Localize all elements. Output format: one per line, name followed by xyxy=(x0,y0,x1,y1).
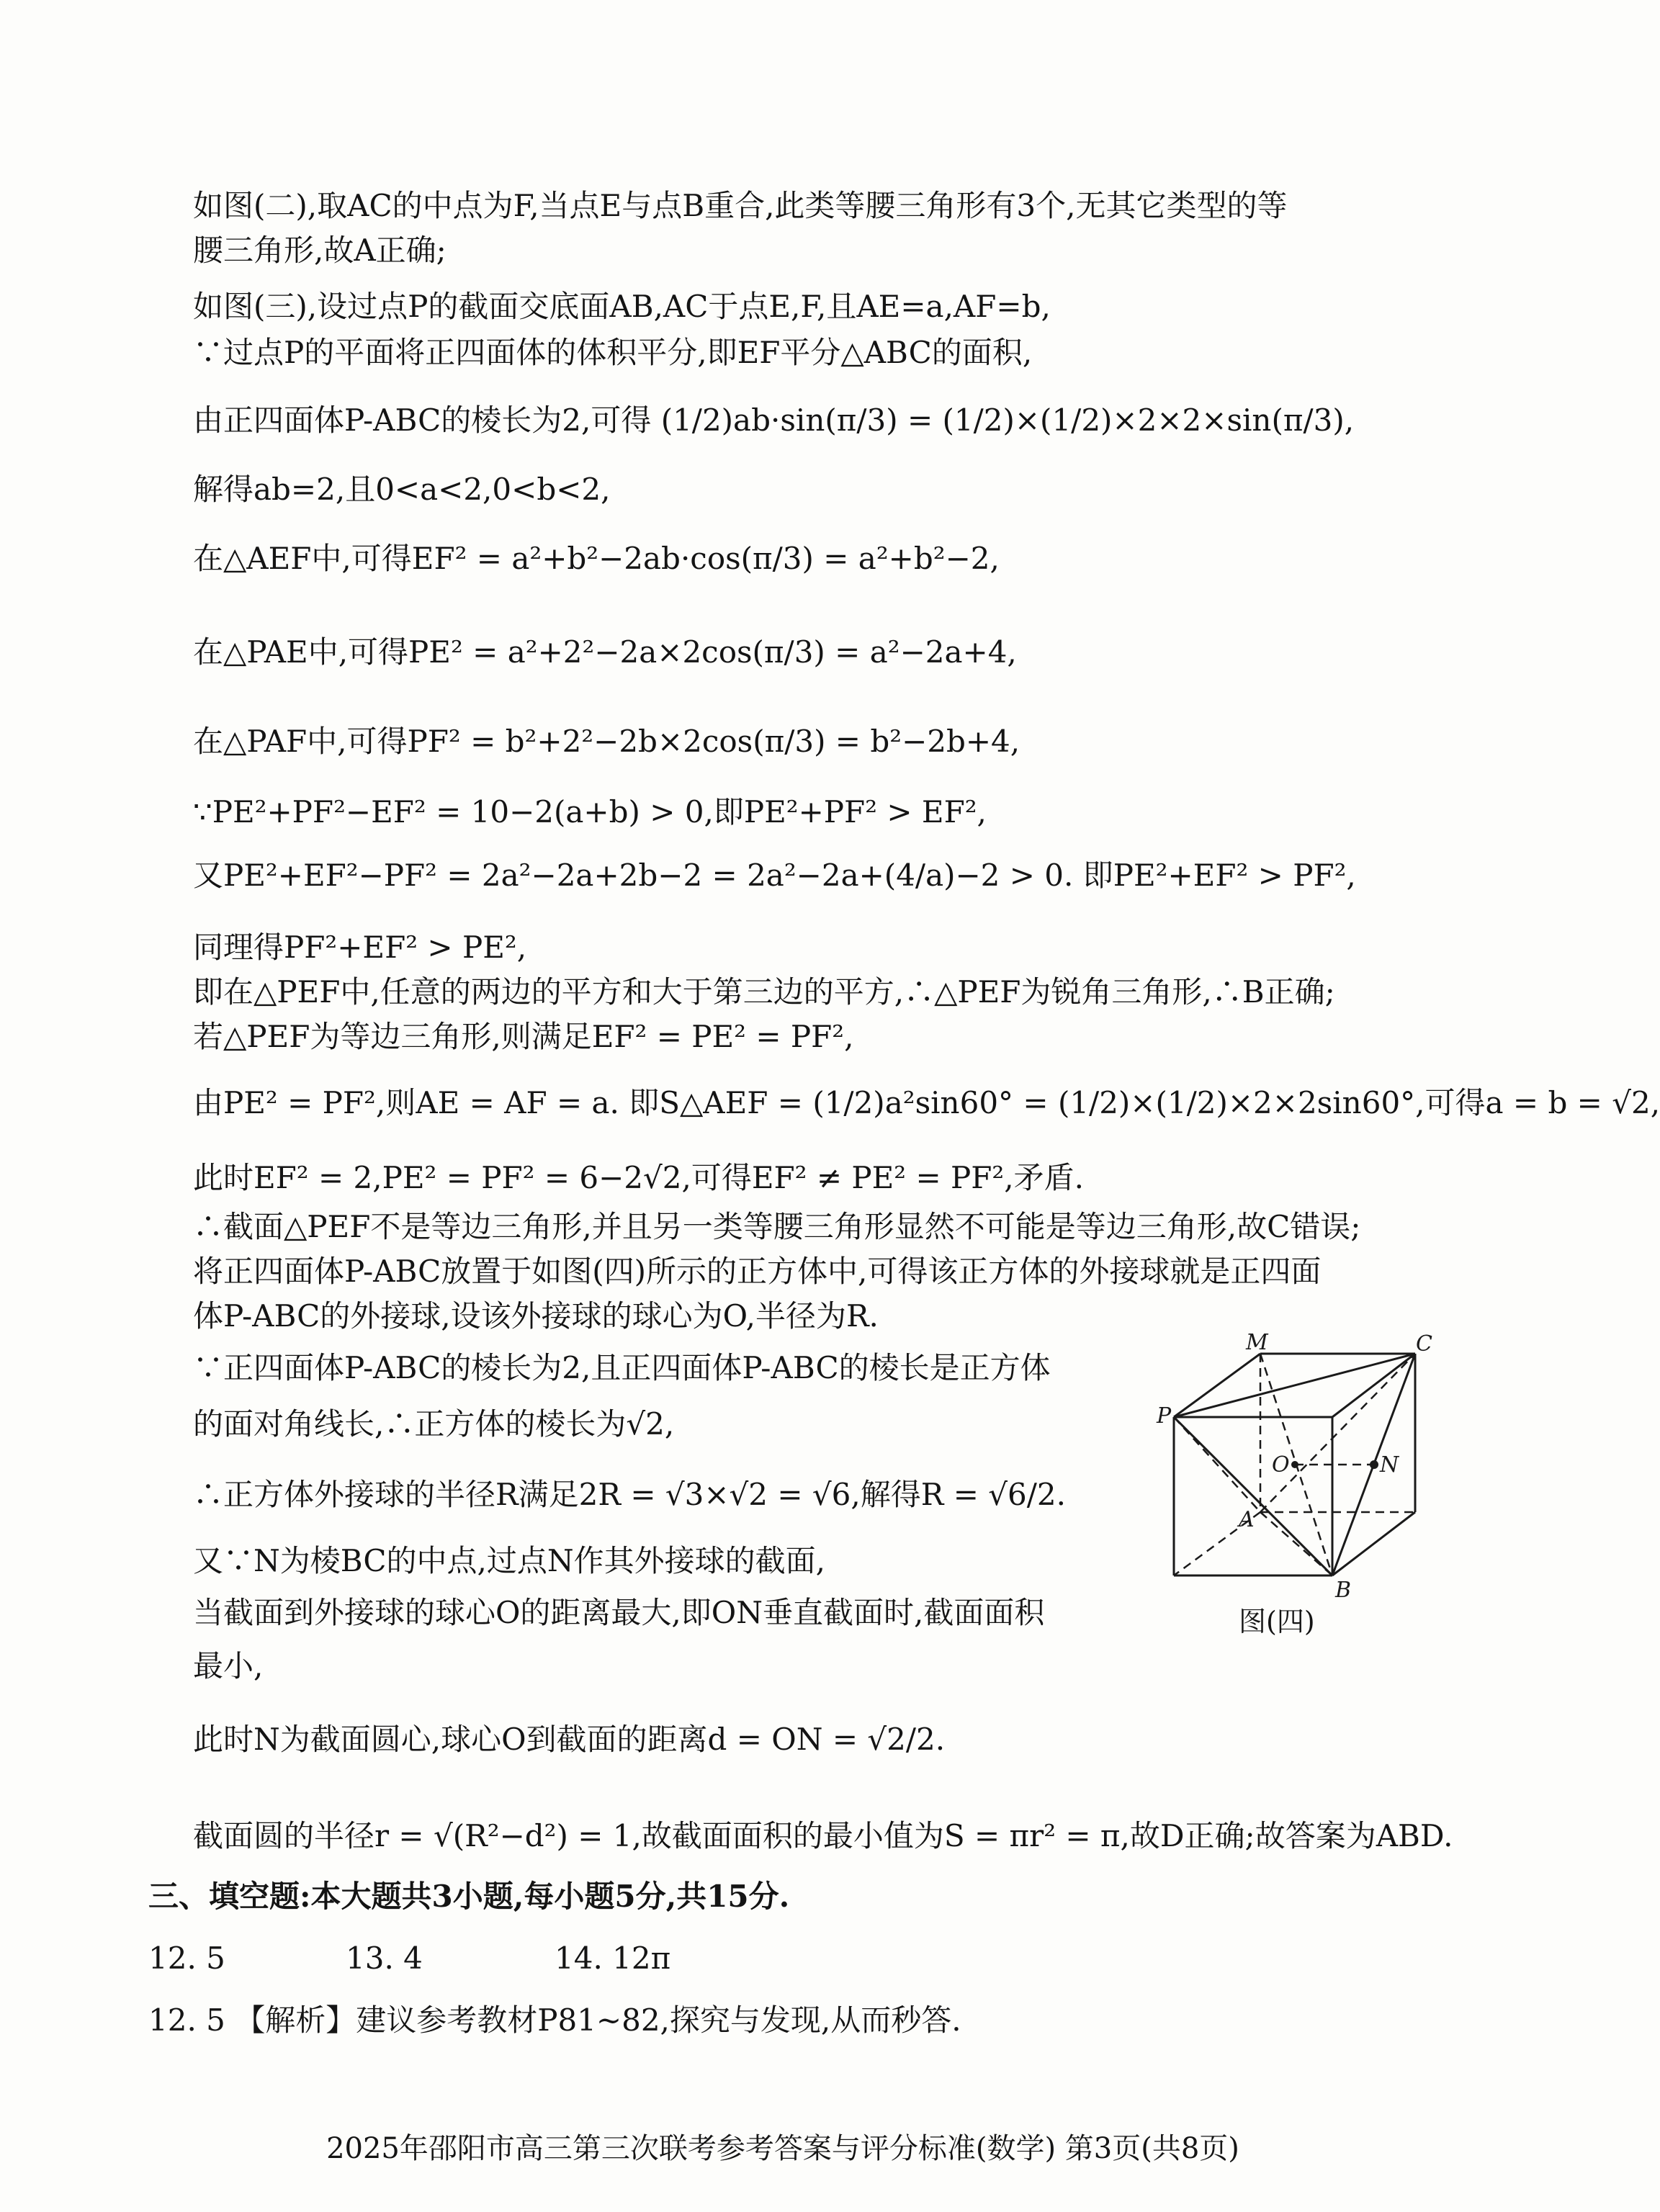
tetra-edge-pc xyxy=(1174,1354,1415,1417)
label-c: C xyxy=(1416,1331,1432,1357)
explanation-12: 12. 5 【解析】建议参考教材P81~82,探究与发现,从而秒答. xyxy=(148,2002,961,2038)
center-o-dot xyxy=(1291,1461,1298,1468)
label-b: B xyxy=(1335,1578,1352,1603)
tetra-edge-ac xyxy=(1260,1354,1415,1512)
text-line-14: 若△PEF为等边三角形,则满足EF² = PE² = PF², xyxy=(193,1019,854,1054)
page-footer: 2025年邵阳市高三第三次联考参考答案与评分标准(数学) 第3页(共8页) xyxy=(326,2132,1239,2165)
cube-edge xyxy=(1174,1354,1260,1417)
text-line-22: ∴正方体外接球的半径R满足2R = √3×√2 = √6,解得R = √6/2. xyxy=(193,1477,1066,1512)
section-heading: 三、填空题:本大题共3小题,每小题5分,共15分. xyxy=(148,1879,790,1914)
tetra-edge-pb xyxy=(1174,1417,1332,1575)
text-line-24: 当截面到外接球的球心O的距离最大,即ON垂直截面时,截面面积 xyxy=(193,1595,1045,1630)
text-line-23: 又∵N为棱BC的中点,过点N作其外接球的截面, xyxy=(193,1543,825,1578)
text-line-11: 又PE²+EF²−PF² = 2a²−2a+2b−2 = 2a²−2a+(4/a)−2 > 0. 即PE²+EF² > PF², xyxy=(193,858,1356,893)
text-line-7: 在△AEF中,可得EF² = a²+b²−2ab·cos(π/3) = a²+b²−2, xyxy=(193,541,1000,576)
label-o: O xyxy=(1272,1452,1290,1478)
text-line-16: 此时EF² = 2,PE² = PF² = 6−2√2,可得EF² ≠ PE² = PF²,矛盾. xyxy=(193,1160,1084,1195)
point-n-dot xyxy=(1370,1460,1378,1469)
answer-12: 12. 5 xyxy=(148,1941,225,1976)
figure-caption: 图(四) xyxy=(1239,1606,1315,1637)
tetra-edge-pa xyxy=(1174,1417,1260,1512)
text-line-17: ∴截面△PEF不是等边三角形,并且另一类等腰三角形显然不可能是等边三角形,故C错误; xyxy=(193,1209,1361,1244)
text-line-25: 最小, xyxy=(193,1648,264,1683)
text-line-1: 如图(二),取AC的中点为F,当点E与点B重合,此类等腰三角形有3个,无其它类型的等 xyxy=(193,188,1288,223)
text-line-26: 此时N为截面圆心,球心O到截面的距离d = ON = √2/2. xyxy=(193,1722,946,1757)
text-line-2: 腰三角形,故A正确; xyxy=(193,233,447,268)
text-line-27: 截面圆的半径r = √(R²−d²) = 1,故截面面积的最小值为S = πr² = π,故D正确;故答案为ABD. xyxy=(193,1818,1453,1853)
text-line-3: 如图(三),设过点P的截面交底面AB,AC于点E,F,且AE=a,AF=b, xyxy=(193,289,1051,324)
text-line-13: 即在△PEF中,任意的两边的平方和大于第三边的平方,∴△PEF为锐角三角形,∴B正确; xyxy=(193,974,1335,1010)
label-a: A xyxy=(1239,1507,1255,1532)
text-line-15: 由PE² = PF²,则AE = AF = a. 即S△AEF = (1/2)a²sin60° = (1/2)×(1/2)×2×2sin60°,可得a = b = √2, xyxy=(193,1085,1660,1120)
label-m: M xyxy=(1246,1330,1268,1355)
answer-14: 14. 12π xyxy=(555,1941,671,1976)
text-line-10: ∵PE²+PF²−EF² = 10−2(a+b) > 0,即PE²+PF² > EF², xyxy=(193,794,987,830)
text-line-9: 在△PAF中,可得PF² = b²+2²−2b×2cos(π/3) = b²−2b+4, xyxy=(193,724,1020,759)
text-line-19: 体P-ABC的外接球,设该外接球的球心为O,半径为R. xyxy=(193,1298,879,1334)
label-p: P xyxy=(1157,1403,1172,1429)
text-line-5: 由正四面体P-ABC的棱长为2,可得 (1/2)ab·sin(π/3) = (1/2)×(1/2)×2×2×sin(π/3), xyxy=(193,403,1355,438)
text-line-12: 同理得PF²+EF² > PE², xyxy=(193,930,527,965)
text-line-18: 将正四面体P-ABC放置于如图(四)所示的正方体中,可得该正方体的外接球就是正四面 xyxy=(193,1254,1322,1289)
text-line-21: 的面对角线长,∴正方体的棱长为√2, xyxy=(193,1406,675,1442)
cube-figure xyxy=(1157,1330,1433,1640)
text-line-20: ∵正四面体P-ABC的棱长为2,且正四面体P-ABC的棱长是正方体 xyxy=(193,1350,1051,1385)
cube-diagram xyxy=(1157,1330,1433,1604)
text-line-8: 在△PAE中,可得PE² = a²+2²−2a×2cos(π/3) = a²−2a+4, xyxy=(193,634,1017,670)
text-line-4: ∵过点P的平面将正四面体的体积平分,即EF平分△ABC的面积, xyxy=(193,335,1033,370)
answer-13: 13. 4 xyxy=(346,1941,423,1976)
label-n: N xyxy=(1380,1452,1399,1478)
text-line-6: 解得ab=2,且0<a<2,0<b<2, xyxy=(193,472,611,507)
